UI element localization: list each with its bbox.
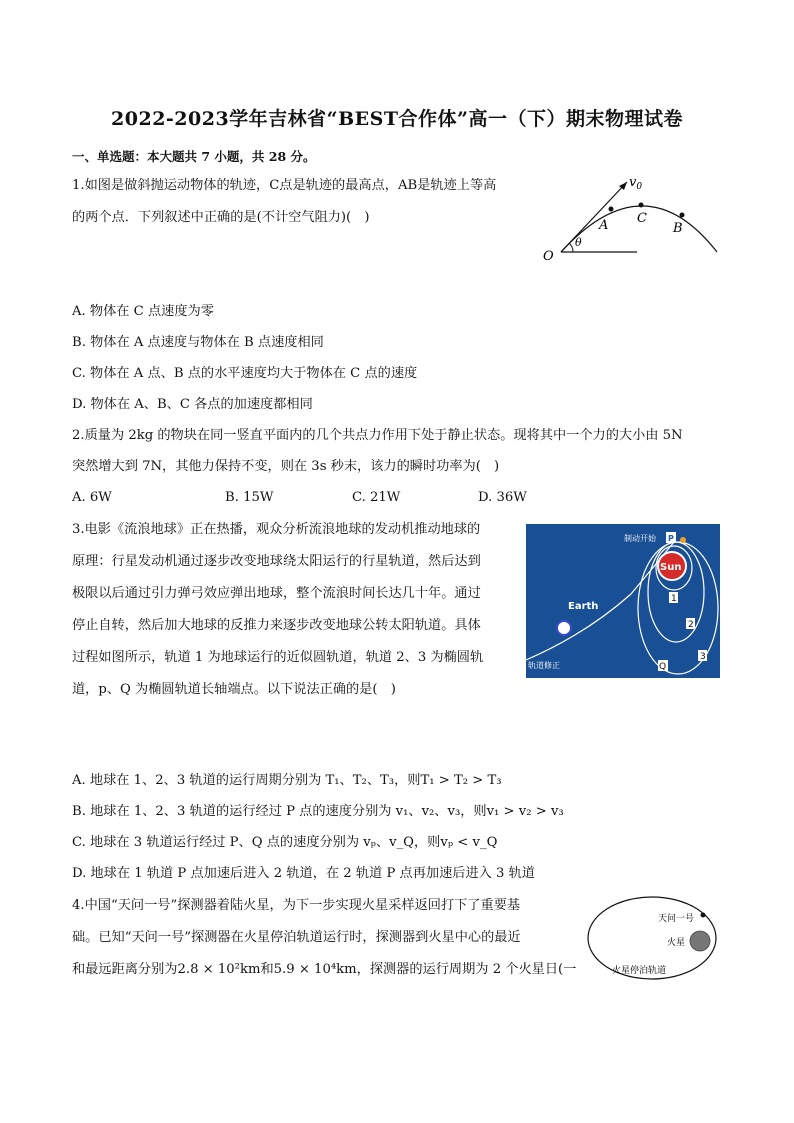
v0-label: $v_0$ [629,175,643,192]
parking-orbit-label: 火星停泊轨道 [612,966,667,976]
probe-label: 天问一号 [658,914,695,924]
orbit-2-label: 2 [688,620,694,630]
braking-start-label: 制动开始 [624,534,656,543]
q1-option-b: B. 物体在 A 点速度与物体在 B 点速度相同 [72,335,324,350]
q2-option-a: A. 6W [72,490,112,505]
orbit-1-label: 1 [671,594,677,604]
q3-option-c: C. 地球在 3 轨道运行经过 P、Q 点的速度分别为 vₚ、v_Q，则vₚ < v_Q [72,835,498,850]
q3-option-a: A. 地球在 1、2、3 轨道的运行周期分别为 T₁、T₂、T₃，则T₁ > T₂ > T₃ [72,773,502,788]
q3-option-d: D. 地球在 1 轨道 P 点加速后进入 2 轨道，在 2 轨道 P 点再加速后进入 3 轨道 [72,866,535,881]
q4-stem-line3: 和最远距离分别为2.8 × 10²km和5.9 × 10⁴km，探测器的运行周期为 2 个火星日(一 [72,962,577,977]
q2-stem-line1: 2.质量为 2kg 的物块在同一竖直平面内的几个共点力作用下处于静止状态。现将其中一个力的大小由 5N [72,428,683,443]
q3-stem-line6: 道，p、Q 为椭圆轨道长轴端点。以下说法正确的是( ) [72,682,396,697]
origin-label: O [543,249,554,264]
orbit-3-label: 3 [700,652,706,662]
q4-mars-orbit-figure [584,893,720,983]
mars-label: 火星 [667,938,686,948]
point-p-label: P [668,534,674,543]
q3-stem-line5: 过程如图所示，轨道 1 为地球运行的近似圆轨道，轨道 2、3 为椭圆轨 [72,650,484,665]
q2-option-c: C. 21W [352,490,401,505]
earth-label: Earth [568,601,599,612]
q1-option-c: C. 物体在 A 点、B 点的水平速度均大于物体在 C 点的速度 [72,366,418,381]
point-b-label: B [673,221,683,236]
page-title: 2022-2023学年吉林省“BEST合作体”高一（下）期末物理试卷 [111,108,683,130]
q3-option-b: B. 地球在 1、2、3 轨道的运行经过 P 点的速度分别为 v₁、v₂、v₃，则v₁ > v₂ > v₃ [72,804,564,819]
q1-projectile-figure [535,170,725,270]
q1-stem-line2: 的两个点．下列叙述中正确的是(不计空气阻力)( ) [72,210,370,225]
q3-stem-line1: 3.电影《流浪地球》正在热播，观众分析流浪地球的发动机推动地球的 [72,522,481,537]
section-heading: 一、单选题：本大题共 7 小题，共 28 分。 [72,149,316,164]
q3-orbit-figure [526,524,720,678]
point-q-label: Q [659,662,667,672]
sun-label: Sun [660,562,682,573]
q2-stem-line2: 突然增大到 7N，其他力保持不变，则在 3s 秒末，该力的瞬时功率为( ) [72,459,500,474]
point-a-label: A [599,218,609,233]
q3-stem-line3: 极限以后通过引力弹弓效应弹出地球，整个流浪时间长达几十年。通过 [72,586,481,601]
q3-stem-line4: 停止自转，然后加大地球的反推力来逐步改变地球公转太阳轨道。具体 [72,618,481,633]
q1-option-a: A. 物体在 C 点速度为零 [72,304,214,319]
point-c-label: C [637,211,647,226]
q2-option-d: D. 36W [478,490,527,505]
theta-label: θ [575,236,582,249]
q1-option-d: D. 物体在 A、B、C 各点的加速度都相同 [72,397,313,412]
q2-option-b: B. 15W [225,490,274,505]
q3-stem-line2: 原理：行星发动机通过逐步改变地球绕太阳运行的行星轨道，然后达到 [72,554,481,569]
q1-stem-line1: 1.如图是做斜抛运动物体的轨迹，C点是轨迹的最高点，AB是轨迹上等高 [72,178,497,193]
orbit-correction-label: 轨道修正 [528,661,560,670]
q4-stem-line2: 础。已知“天问一号”探测器在火星停泊轨道运行时，探测器到火星中心的最近 [72,930,521,945]
q4-stem-line1: 4.中国“天问一号”探测器着陆火星，为下一步实现火星采样返回打下了重要基 [72,898,521,913]
